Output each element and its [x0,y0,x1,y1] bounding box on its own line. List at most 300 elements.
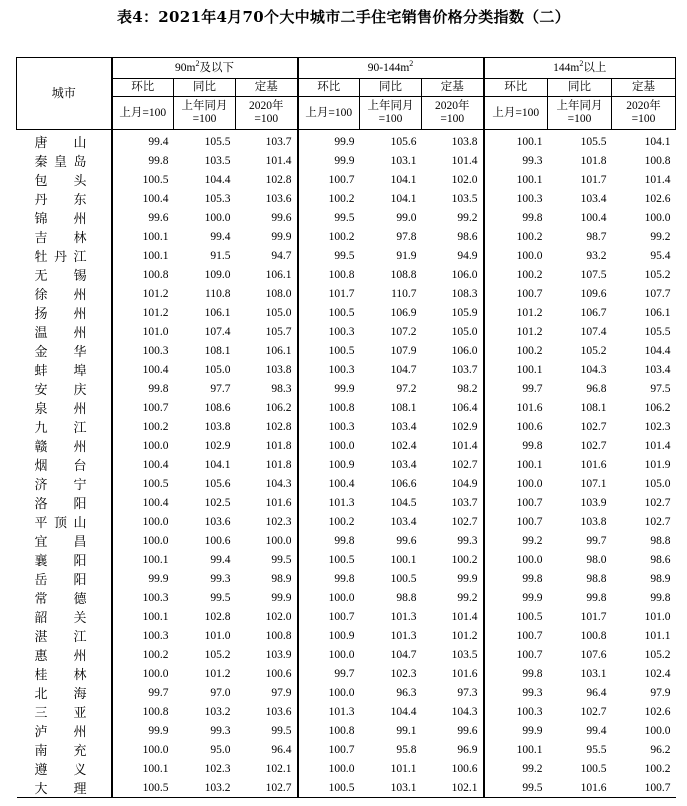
index-value: 99.6 [271,211,292,224]
index-value: 94.9 [457,249,478,262]
metric-header-over-144-2: 定基 [612,79,676,97]
index-value: 99.8 [298,569,360,588]
index-value: 100.0 [265,534,292,547]
index-value: 99.9 [298,151,360,170]
table-row [17,664,676,683]
index-value: 99.8 [484,436,548,455]
index-value: 100.2 [298,512,360,531]
index-value: 102.7 [644,515,671,528]
index-value: 101.7 [580,173,607,186]
index-value: 105.5 [644,325,671,338]
index-value: 99.8 [112,379,174,398]
index-value: 100.0 [298,645,360,664]
index-value: 100.3 [298,417,360,436]
index-value: 108.8 [390,268,417,281]
index-value: 101.6 [265,496,292,509]
index-value: 100.2 [112,645,174,664]
index-value: 101.4 [451,154,478,167]
index-value: 102.9 [204,439,231,452]
index-value: 100.4 [580,211,607,224]
index-value: 107.4 [204,325,231,338]
index-value: 106.2 [265,401,292,414]
index-value: 98.8 [586,572,607,585]
index-value: 99.0 [396,211,417,224]
index-value: 105.5 [204,135,231,148]
index-value: 102.3 [265,515,292,528]
index-value: 100.5 [298,303,360,322]
index-value: 106.1 [265,344,292,357]
index-value: 96.9 [457,743,478,756]
index-value: 100.0 [484,246,548,265]
table-row [17,455,676,474]
index-value: 100.2 [644,762,671,775]
index-value: 99.8 [650,591,671,604]
index-value: 93.2 [586,249,607,262]
index-value: 102.7 [580,439,607,452]
index-value: 104.1 [644,135,671,148]
city-name: 丹东 [17,189,112,208]
index-value: 102.3 [644,420,671,433]
index-value: 99.2 [484,759,548,778]
index-value: 99.3 [210,572,231,585]
index-value: 97.9 [650,686,671,699]
index-value: 97.9 [271,686,292,699]
index-value: 100.7 [484,626,548,645]
metric-header-under-90-2: 定基 [236,79,298,97]
city-name: 平顶山 [17,512,112,531]
city-name: 无锡 [17,265,112,284]
index-value: 104.3 [451,705,478,718]
index-value: 100.7 [484,512,548,531]
index-value: 99.4 [112,130,174,152]
index-value: 103.7 [451,363,478,376]
index-value: 105.3 [204,192,231,205]
index-value: 99.5 [298,246,360,265]
group-header-under-90: $90m^2$及以下 [112,58,298,79]
table-row [17,607,676,626]
index-value: 106.0 [451,268,478,281]
index-value: 102.7 [580,705,607,718]
metric-header-under-90-0: 环比 [112,79,174,97]
index-value: 109.6 [580,287,607,300]
index-value: 100.8 [580,629,607,642]
index-value: 98.0 [586,553,607,566]
index-value: 100.5 [112,778,174,798]
index-value: 101.8 [580,154,607,167]
city-name: 秦皇岛 [17,151,112,170]
index-value: 108.0 [265,287,292,300]
table-row [17,398,676,417]
index-value: 102.0 [451,173,478,186]
index-value: 107.1 [580,477,607,490]
index-value: 100.3 [112,588,174,607]
index-value: 91.5 [210,249,231,262]
index-value: 101.4 [644,173,671,186]
index-value: 99.7 [484,379,548,398]
index-value: 104.1 [390,173,417,186]
index-value: 107.4 [580,325,607,338]
index-value: 100.1 [484,360,548,379]
index-value: 107.5 [580,268,607,281]
index-value: 102.1 [422,778,484,798]
city-name: 常德 [17,588,112,607]
index-value: 102.8 [265,420,292,433]
index-value: 101.0 [204,629,231,642]
base-header-under-90-0: 上月=100 [112,97,174,130]
index-value: 100.9 [298,626,360,645]
index-value: 99.3 [484,683,548,702]
index-value: 106.0 [451,344,478,357]
index-value: 103.4 [390,458,417,471]
index-value: 101.2 [451,629,478,642]
index-value: 100.1 [484,170,548,189]
index-value: 102.4 [644,667,671,680]
base-header-90-144-1: 上年同月 =100 [360,97,422,130]
index-value: 104.7 [390,363,417,376]
index-value: 100.2 [484,265,548,284]
index-value: 99.2 [457,211,478,224]
index-value: 100.2 [298,227,360,246]
index-value: 104.4 [390,705,417,718]
index-value: 97.0 [210,686,231,699]
index-value: 99.2 [457,591,478,604]
index-value: 99.5 [271,724,292,737]
table-row [17,531,676,550]
index-value: 102.7 [644,496,671,509]
table-row [17,493,676,512]
index-value: 100.0 [112,436,174,455]
index-value: 100.5 [390,572,417,585]
city-name: 襄阳 [17,550,112,569]
index-value: 101.0 [644,610,671,623]
city-name: 泉州 [17,398,112,417]
index-value: 102.3 [204,762,231,775]
index-value: 99.9 [112,721,174,740]
city-name: 扬州 [17,303,112,322]
index-value: 100.7 [298,170,360,189]
index-value: 99.5 [484,778,548,798]
index-value: 100.7 [298,607,360,626]
metric-header-over-144-0: 环比 [484,79,548,97]
index-value: 104.9 [451,477,478,490]
index-value: 102.7 [451,458,478,471]
city-name: 蚌埠 [17,360,112,379]
city-name: 湛江 [17,626,112,645]
index-value: 105.6 [204,477,231,490]
table-row [17,151,676,170]
index-value: 100.5 [112,170,174,189]
index-value: 100.9 [298,455,360,474]
index-value: 102.4 [390,439,417,452]
index-value: 103.7 [451,496,478,509]
index-value: 101.4 [451,610,478,623]
index-value: 108.1 [390,401,417,414]
index-value: 106.9 [390,306,417,319]
index-value: 96.8 [586,382,607,395]
city-name: 南充 [17,740,112,759]
city-name: 惠州 [17,645,112,664]
index-value: 103.8 [451,135,478,148]
index-value: 100.2 [484,341,548,360]
index-value: 100.2 [484,227,548,246]
index-value: 100.1 [390,553,417,566]
index-value: 100.4 [298,474,360,493]
index-value: 98.9 [650,572,671,585]
index-value: 102.3 [390,667,417,680]
city-name: 桂林 [17,664,112,683]
index-value: 100.7 [612,778,676,798]
index-value: 100.0 [112,531,174,550]
table-row [17,227,676,246]
city-name: 金华 [17,341,112,360]
index-value: 100.1 [484,130,548,152]
base-header-under-90-1: 上年同月 =100 [174,97,236,130]
index-value: 100.7 [112,398,174,417]
table-row [17,189,676,208]
index-value: 99.9 [484,588,548,607]
index-value: 105.2 [204,648,231,661]
group-header-over-144: $144m^2$以上 [484,58,676,79]
index-value: 100.3 [484,189,548,208]
table-row [17,721,676,740]
index-value: 96.4 [586,686,607,699]
index-value: 104.1 [390,192,417,205]
index-value: 100.4 [112,455,174,474]
index-value: 102.8 [204,610,231,623]
index-value: 101.2 [484,322,548,341]
index-value: 97.3 [457,686,478,699]
city-name: 徐州 [17,284,112,303]
index-value: 100.3 [298,322,360,341]
index-value: 108.3 [451,287,478,300]
index-value: 101.1 [644,629,671,642]
index-value: 102.6 [644,192,671,205]
metric-header-under-90-1: 同比 [174,79,236,97]
city-name: 岳阳 [17,569,112,588]
index-value: 103.6 [265,192,292,205]
index-value: 96.4 [271,743,292,756]
index-value: 100.0 [484,550,548,569]
index-value: 100.6 [265,667,292,680]
index-value: 100.7 [484,493,548,512]
base-header-over-144-2: 2020年 =100 [612,97,676,130]
index-value: 99.3 [484,151,548,170]
index-value: 100.8 [298,721,360,740]
index-value: 100.3 [484,702,548,721]
index-value: 101.6 [484,398,548,417]
index-value: 102.9 [451,420,478,433]
index-value: 103.6 [265,705,292,718]
table-title: 表4：2021年4月70个大中城市二手住宅销售价格分类指数（二） [116,8,571,26]
index-value: 101.1 [390,762,417,775]
city-name: 济宁 [17,474,112,493]
index-value: 105.9 [451,306,478,319]
table-row [17,436,676,455]
index-value: 99.8 [586,591,607,604]
city-name: 九江 [17,417,112,436]
index-value: 103.4 [390,515,417,528]
index-value: 95.8 [396,743,417,756]
index-value: 97.8 [396,230,417,243]
index-value: 98.7 [586,230,607,243]
index-value: 100.0 [644,724,671,737]
index-value: 101.7 [580,610,607,623]
index-value: 110.7 [391,287,417,300]
index-value: 102.7 [580,420,607,433]
index-value: 101.4 [265,154,292,167]
index-value: 103.2 [204,705,231,718]
index-value: 98.9 [271,572,292,585]
city-name: 泸州 [17,721,112,740]
base-header-over-144-0: 上月=100 [484,97,548,130]
table-row [17,778,676,798]
index-value: 100.5 [112,474,174,493]
index-value: 99.3 [210,724,231,737]
index-value: 100.4 [112,360,174,379]
index-value: 104.4 [204,173,231,186]
index-value: 96.3 [396,686,417,699]
index-value: 97.2 [396,382,417,395]
index-value: 100.7 [298,740,360,759]
index-value: 100.1 [112,246,174,265]
index-value: 102.7 [451,515,478,528]
index-value: 104.3 [580,363,607,376]
index-value: 100.8 [112,702,174,721]
base-header-under-90-2: 2020年 =100 [236,97,298,130]
index-value: 100.1 [112,550,174,569]
index-value: 103.8 [204,420,231,433]
city-name: 洛阳 [17,493,112,512]
index-value: 99.4 [210,553,231,566]
index-value: 105.0 [644,477,671,490]
city-name: 宜昌 [17,531,112,550]
index-value: 99.9 [298,379,360,398]
index-value: 107.9 [390,344,417,357]
index-value: 104.4 [644,344,671,357]
index-value: 106.4 [451,401,478,414]
index-value: 99.8 [484,664,548,683]
index-value: 99.7 [112,683,174,702]
index-value: 91.9 [396,249,417,262]
city-name: 牡丹江 [17,246,112,265]
index-value: 100.1 [484,455,548,474]
index-value: 100.1 [112,607,174,626]
index-value: 100.6 [451,762,478,775]
table-row [17,569,676,588]
base-header-90-144-0: 上月=100 [298,97,360,130]
index-value: 99.9 [457,572,478,585]
index-value: 105.7 [265,325,292,338]
index-value: 101.2 [484,303,548,322]
index-value: 101.4 [644,439,671,452]
index-value: 108.6 [204,401,231,414]
index-value: 102.8 [265,173,292,186]
city-name: 烟台 [17,455,112,474]
index-value: 99.7 [298,664,360,683]
table-row [17,588,676,607]
table-row [17,322,676,341]
index-value: 102.0 [265,610,292,623]
index-value: 106.7 [580,306,607,319]
index-value: 97.5 [650,382,671,395]
index-value: 99.6 [396,534,417,547]
index-value: 105.0 [204,363,231,376]
index-value: 104.3 [265,477,292,490]
index-value: 99.6 [457,724,478,737]
index-value: 99.6 [112,208,174,227]
index-value: 100.8 [298,265,360,284]
index-value: 99.9 [298,130,360,152]
table-row [17,303,676,322]
index-value: 105.0 [265,306,292,319]
index-value: 99.3 [457,534,478,547]
index-value: 98.2 [457,382,478,395]
index-value: 110.8 [205,287,231,300]
index-value: 95.0 [210,743,231,756]
index-value: 100.2 [112,417,174,436]
index-value: 107.6 [580,648,607,661]
city-name: 唐山 [17,130,112,152]
index-value: 100.5 [580,762,607,775]
index-value: 100.7 [484,284,548,303]
index-value: 104.5 [390,496,417,509]
index-value: 100.6 [484,417,548,436]
index-value: 100.5 [298,341,360,360]
table-row [17,683,676,702]
index-value: 102.1 [265,762,292,775]
index-value: 104.1 [204,458,231,471]
index-value: 103.9 [265,648,292,661]
index-value: 99.8 [112,151,174,170]
index-value: 100.3 [298,360,360,379]
index-value: 107.7 [644,287,671,300]
index-value: 105.2 [644,268,671,281]
index-value: 109.0 [204,268,231,281]
index-value: 103.7 [265,135,292,148]
index-value: 103.4 [580,192,607,205]
index-value: 99.9 [484,721,548,740]
index-value: 103.1 [360,778,422,798]
city-name: 韶关 [17,607,112,626]
index-value: 100.4 [112,189,174,208]
table-row [17,246,676,265]
table-body [17,130,676,798]
index-value: 101.6 [548,778,612,798]
index-value: 99.9 [112,569,174,588]
index-value: 103.8 [265,363,292,376]
index-value: 100.0 [112,664,174,683]
index-value: 105.2 [644,648,671,661]
price-index-table [16,57,676,798]
index-value: 103.8 [580,515,607,528]
index-value: 101.3 [298,493,360,512]
index-value: 108.1 [580,401,607,414]
index-value: 99.9 [271,591,292,604]
index-value: 100.0 [298,436,360,455]
table-row [17,208,676,227]
city-column-header: 城市 [17,58,112,130]
index-value: 103.5 [204,154,231,167]
city-name: 三亚 [17,702,112,721]
index-value: 101.4 [451,439,478,452]
table-row [17,740,676,759]
index-value: 101.3 [298,702,360,721]
index-value: 101.3 [390,610,417,623]
index-value: 100.0 [112,740,174,759]
index-value: 100.3 [112,341,174,360]
index-value: 95.5 [586,743,607,756]
index-value: 101.7 [298,284,360,303]
